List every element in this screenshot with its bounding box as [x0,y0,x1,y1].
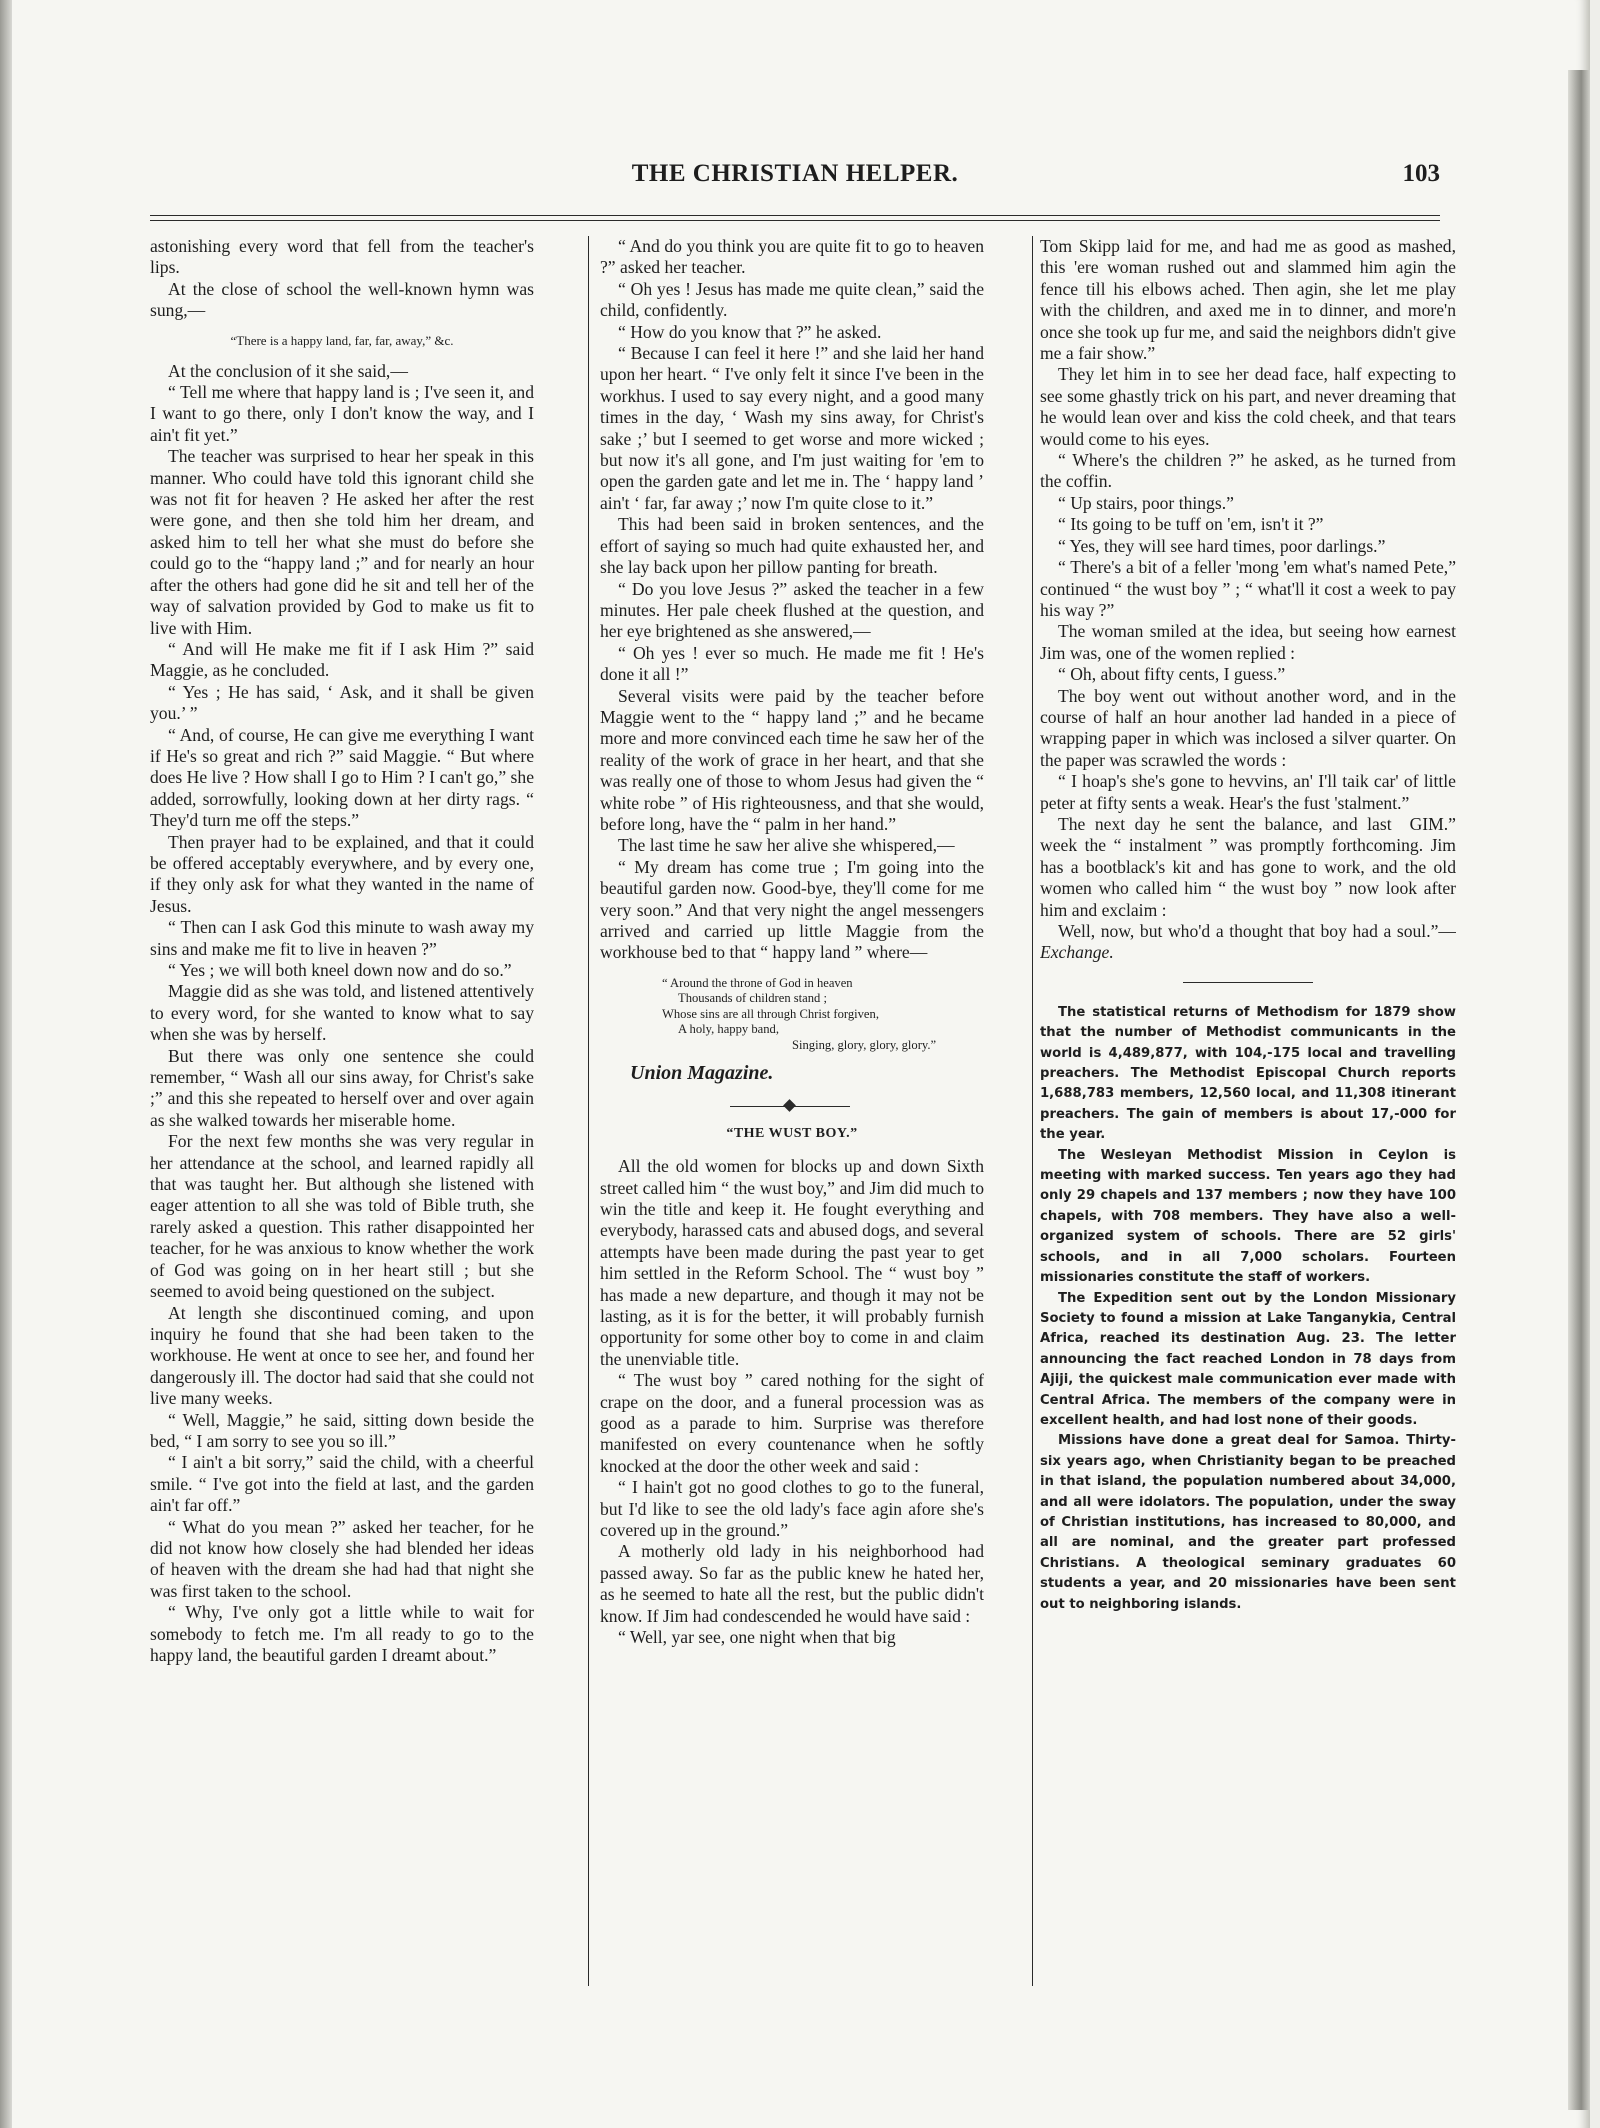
note-paragraph [1040,771,1456,834]
poem-line: “ Around the throne of God in heaven [662,975,853,990]
closing-paragraph [1040,921,1456,964]
paragraph: Tom Skipp laid for me, and had me as good as mashed, this 'ere woman rushed out and slammed him agin the fence till his elbows ached. Then agin, she let me play with the children, and axed me in to dinner, and more'n once she took up fur me, and said the neighbors didn't give me a fair show.” [1040,236,1456,364]
journal-title: THE CHRISTIAN HELPER. [631,160,959,187]
news-item: The Expedition sent out by the London Missionary Society to found a mission at Lake Tanganykia, Central Africa, reached its destination Aug. 23. The letter announcing the fact reached London in 78 days from Ajiji, the quickest male communication ever made with Central Africa. The members of the company were in excellent health, and had lost none of their goods. [1040,1290,1456,1428]
paragraph: astonishing every word that fell from the teacher's lips. [150,236,534,278]
paragraph: “ And, of course, He can give me everything I want if He's so great and rich ?” said Maggie. “ But where does He live ? How shall I go to Him ? I can't go,” she added, sorrowfully, looking down at her dirty rags. “ They'd turn me off the steps.” [150,724,534,831]
paragraph: “ How do you know that ?” he asked. [618,321,882,342]
paragraph: “ Where's the children ?” he asked, as he turned from the coffin. [1040,450,1456,492]
poem [662,976,984,1054]
paragraph: “ Well, yar see, one night when that big [618,1627,896,1648]
paragraph: “ I hain't got no good clothes to go to the funeral, but I'd like to see the old lady's face agin afore she's covered up in the ground.” [600,1477,984,1541]
paragraph: “ And will He make me fit if I ask Him ?” said Maggie, as he concluded. [150,638,534,681]
paragraph: For the next few months she was very regular in her attendance at the school, and learned rapidly all that was taught her. But although she listened with eager attention to all she was told of Bible truth, she rarely asked a question. This rather disappointed her teacher, for he was anxious to know whether the work of God was going on in her heart still ; but she seemed to avoid being questioned on the subject. [150,1131,534,1302]
paragraph: “ Because I can feel it here !” and she laid her hand upon her heart. “ I've only felt it since I've been in the workhus. I used to say every night, and a good many times in the day, ‘ Wash my sins away, for Christ's sake ;’ but I seemed to get worse and more wicked ; but now it's all gone, and I'm just waiting for 'em to open the garden gate and let me in. The ‘ happy land ’ ain't ‘ far, far away ;’ now I'm quite close to it.” [600,343,984,513]
paragraph: “ The wust boy ” cared nothing for the sight of crape on the door, and a funeral procession was as good as a parade to him. Surprise was therefore manifested on every countenance when he softly knocked at the door the other week and said : [600,1370,984,1476]
paragraph: “ Oh, about fifty cents, I guess.” [1058,664,1286,685]
poem-line: Thousands of children stand ; [678,991,827,1006]
column-divider-2 [1032,236,1033,1986]
paragraph: “ Yes, they will see hard times, poor darlings.” [1058,535,1386,556]
paragraph: At length she discontinued coming, and upon inquiry he found that she had been taken to the workhouse. He went at once to see her, and found her dangerously ill. The doctor had said that she could not live many weeks. [150,1302,534,1409]
news-item: The statistical returns of Methodism for 1879 show that the number of Methodist communicants in the world is 4,489,877, with 104,-175 local and travelling preachers. The Methodist Episcopal Church reports 1,688,783 members, 12,560 local, and 11,308 itinerant preachers. The gain of members is about 17,-000 for the year. [1040,1004,1456,1143]
paragraph: They let him in to see her dead face, half expecting to see some ghastly trick on his part, and never dreaming that he would lean over and kiss the cold cheek, and that tears would come to his eyes. [1040,364,1456,449]
paragraph: “ Well, Maggie,” he said, sitting down beside the bed, “ I am sorry to see you so ill.” [150,1409,534,1451]
paragraph: The next day he sent the balance, and last week the “ instalment ” was promptly forthcoming. Jim has a bootblack's kit and has gone to work, and the old women who called him “ the wust boy ” now look after him and exclaim : [1040,813,1456,920]
paragraph: All the old women for blocks up and down Sixth street called him “ the wust boy,” and Jim did much to win the title and keep it. He fought everything and everybody, harassed cats and abused dogs, and several attempts have been made during the past year to get him settled in the Reform School. The “ wust boy ” has made a new departure, and though it may not be lasting, as it is for the better, it will probably furnish opportunity for some other boy to come in and claim the unenviable title. [600,1156,984,1369]
paragraph: “ Yes ; we will both kneel down now and do so.” [168,960,512,980]
signature: GIM.” [1409,813,1456,834]
paragraph: “ Oh yes ! Jesus has made me quite clean,” said the child, confidently. [600,278,984,321]
paragraph: “ Then can I ask God this minute to wash away my sins and make me fit to live in heaven ?” [150,917,534,959]
page-number: 103 [1402,160,1440,187]
page-right-edge [1568,70,1590,2110]
section-ornament [600,1099,984,1113]
paragraph: “ Why, I've only got a little while to wait for somebody to fetch me. I'm all ready to go to the happy land, the beautiful garden I dreamt about.” [150,1602,534,1665]
closing-text: Well, now, but who'd a thought that boy had a soul.”— [1058,921,1456,941]
page-left-edge [0,0,12,2128]
diamond-icon [783,1099,796,1112]
paragraph: The teacher was surprised to hear her speak in this manner. Who could have told this ignorant child she was not fit for heaven ? He asked her after the rest were gone, and then she told him her dream, and asked him to tell her what she must do before she could go to the “happy land ;” and for nearly an hour after the others had gone did he sit and tell her of the way of salvation provided by God to make us fit to live with Him. [150,446,534,638]
column-1 [150,236,534,1986]
paragraph: Then prayer had to be explained, and that it could be offered acceptably everywhere, and by every one, if they only ask for what they wanted in the name of Jesus. [150,831,534,916]
paragraph: “ Do you love Jesus ?” asked the teacher in a few minutes. Her pale cheek flushed at the question, and her eye brightened as she answered,— [600,578,984,642]
paragraph: “ Oh yes ! ever so much. He made me fit ! He's done it all !” [600,642,984,685]
paragraph: The woman smiled at the idea, but seeing how earnest Jim was, one of the women replied : [1040,621,1456,663]
paragraph: At the conclusion of it she said,— [168,360,408,381]
source-attribution: Union Magazine. [630,1062,774,1085]
column-3 [1040,236,1456,1986]
paragraph: “ There's a bit of a feller 'mong 'em what's named Pete,” continued “ the wust boy ” ; “ what'll it cost a week to pay his way ?” [1040,557,1456,620]
header-rule-bottom [150,220,1440,221]
paragraph: “ Tell me where that happy land is ; I've seen it, and I want to go there, only I don't know the way, and I ain't fit yet.” [150,382,534,445]
paragraph: The last time he saw her alive she whispered,— [618,835,955,856]
paragraph: “ Its going to be tuff on 'em, isn't it ?” [1058,514,1324,535]
news-item: Missions have done a great deal for Samoa. Thirty-six years ago, when Christianity began to be preached in that island, the population numbered about 34,000, and all were idolators. The population, under the sway of Christian institutions, has increased to 80,000, and all are nominal, and the greater part professed Christians. A theological seminary graduates 60 students a year, and 20 missionaries have been sent out to neighboring islands. [1040,1433,1456,1612]
poem-line: Whose sins are all through Christ forgiven, [662,1006,879,1021]
section-rule [1183,982,1313,983]
paragraph: “ Yes ; He has said, ‘ Ask, and it shall be given you.’ ” [150,681,534,724]
header-rule-top [150,215,1440,216]
poem-line: A holy, happy band, [678,1022,779,1037]
paragraph: Several visits were paid by the teacher before Maggie went to the “ happy land ;” and he became more and more convinced each time he saw her of the reality of the work of grace in her heart, and that she was really one of those to whom Jesus had given the “ white robe ” of His righteousness, and that she would, before long, have the “ palm in her hand.” [600,685,984,834]
paragraph: Maggie did as she was told, and listened attentively to every word, for she wanted to know what to say when she was by herself. [150,981,534,1045]
poem-line: Singing, glory, glory, glory.” [792,1037,937,1052]
column-divider-1 [588,236,589,1986]
paragraph: But there was only one sentence she could remember, “ Wash all our sins away, for Christ's sake ;” and this she repeated to herself over and over again as she walked towards her miserable home. [150,1045,534,1130]
hymn-line: “There is a happy land, far, far, away,” &c. [230,332,454,348]
paragraph: “ Up stairs, poor things.” [1058,492,1234,513]
note-text: “ I hoap's she's gone to hevvins, an' I'll taik car' of little peter at fifty sents a weak. Hear's the fust 'stalment.” [1040,771,1456,813]
paragraph: The boy went out without another word, and in the course of half an hour another lad handed in a piece of wrapping paper in which was inclosed a silver quarter. On the paper was scrawled the words : [1040,685,1456,770]
paragraph: “ What do you mean ?” asked her teacher, for he did not know how closely she had blended her ideas of heaven with the dream she had had that night she was first taken to the school. [150,1516,534,1601]
article-heading: “THE WUST BOY.” [726,1125,858,1141]
page-header [150,158,1440,198]
column-2 [600,236,984,1986]
paragraph: “ I ain't a bit sorry,” said the child, with a cheerful smile. “ I've got into the field at last, and the garden ain't far off.” [150,1452,534,1516]
paragraph: A motherly old lady in his neighborhood had passed away. So far as the public knew he hated her, as he seemed to hate all the rest, but the public didn't know. If Jim had condescended he would have said : [600,1541,984,1626]
paragraph: This had been said in broken sentences, and the effort of saying so much had quite exhausted her, and she lay back upon her pillow panting for breath. [600,514,984,578]
paragraph: “ My dream has come true ; I'm going into the beautiful garden now. Good-bye, they'll come for me very soon.” And that very night the angel messengers arrived and carried up little Maggie from the workhouse bed to that “ happy land ” where— [600,856,984,963]
paragraph: “ And do you think you are quite fit to go to heaven ?” asked her teacher. [600,236,984,278]
exchange-credit: Exchange. [1040,942,1114,963]
news-item: The Wesleyan Methodist Mission in Ceylon is meeting with marked success. Ten years ago they had only 29 chapels and 137 members ; now they have 100 chapels, with 708 members. They have also a well-organized system of schools. There are 52 girls' schools, and in all 7,000 scholars. Fourteen missionaries constitute the staff of workers. [1040,1147,1456,1286]
paragraph: At the close of school the well-known hymn was sung,— [150,278,534,321]
